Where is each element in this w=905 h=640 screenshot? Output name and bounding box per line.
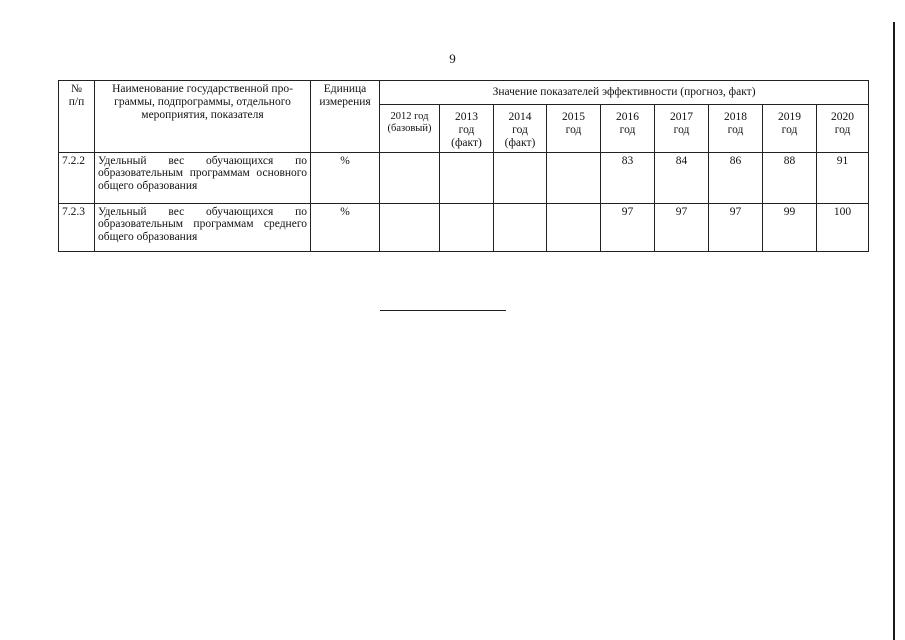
row-value-2018: 86 xyxy=(709,152,763,203)
row-value-2012 xyxy=(380,203,440,251)
row-value-2014 xyxy=(494,152,547,203)
col-header-number: № п/п xyxy=(59,81,95,153)
row-value-2015 xyxy=(547,152,601,203)
col-header-name: Наименование государственной про- граммы, подпрограммы, отдельного мероприятия, показателя xyxy=(95,81,311,153)
row-value-2014 xyxy=(494,203,547,251)
col-header-year-2018: 2018 год xyxy=(709,104,763,152)
col-header-year-2017: 2017 год xyxy=(655,104,709,152)
row-number: 7.2.3 xyxy=(59,203,95,251)
table-row xyxy=(59,152,869,203)
row-value-2019: 88 xyxy=(763,152,817,203)
row-value-2017: 84 xyxy=(655,152,709,203)
table-row xyxy=(59,203,869,251)
row-value-2013 xyxy=(440,152,494,203)
col-header-values-group: Значение показателей эффективности (прогноз, факт) xyxy=(380,81,869,105)
row-value-2013 xyxy=(440,203,494,251)
row-value-2017: 97 xyxy=(655,203,709,251)
row-value-2020: 91 xyxy=(817,152,869,203)
row-unit: % xyxy=(311,203,380,251)
row-number: 7.2.2 xyxy=(59,152,95,203)
row-value-2019: 99 xyxy=(763,203,817,251)
header-row-top xyxy=(59,81,869,105)
row-value-2020: 100 xyxy=(817,203,869,251)
end-of-document-line xyxy=(380,310,506,311)
col-header-year-2012: 2012 год (базовый) xyxy=(380,104,440,152)
row-value-2016: 97 xyxy=(601,203,655,251)
row-unit: % xyxy=(311,152,380,203)
row-value-2012 xyxy=(380,152,440,203)
row-indicator-name: Удельный вес обучающихся по образовательным программам основного общего образования xyxy=(95,152,311,203)
page-number: 9 xyxy=(449,51,456,66)
col-header-year-2020: 2020 год xyxy=(817,104,869,152)
row-value-2015 xyxy=(547,203,601,251)
indicators-table xyxy=(58,80,869,252)
page-edge-line xyxy=(893,22,895,640)
col-header-unit: Единица измерения xyxy=(311,81,380,153)
col-header-year-2019: 2019 год xyxy=(763,104,817,152)
row-value-2018: 97 xyxy=(709,203,763,251)
col-header-year-2015: 2015 год xyxy=(547,104,601,152)
col-header-year-2013: 2013 год (факт) xyxy=(440,104,494,152)
col-header-year-2014: 2014 год (факт) xyxy=(494,104,547,152)
col-header-year-2016: 2016 год xyxy=(601,104,655,152)
row-indicator-name: Удельный вес обучающихся по образовательным программам среднего общего образования xyxy=(95,203,311,251)
row-value-2016: 83 xyxy=(601,152,655,203)
